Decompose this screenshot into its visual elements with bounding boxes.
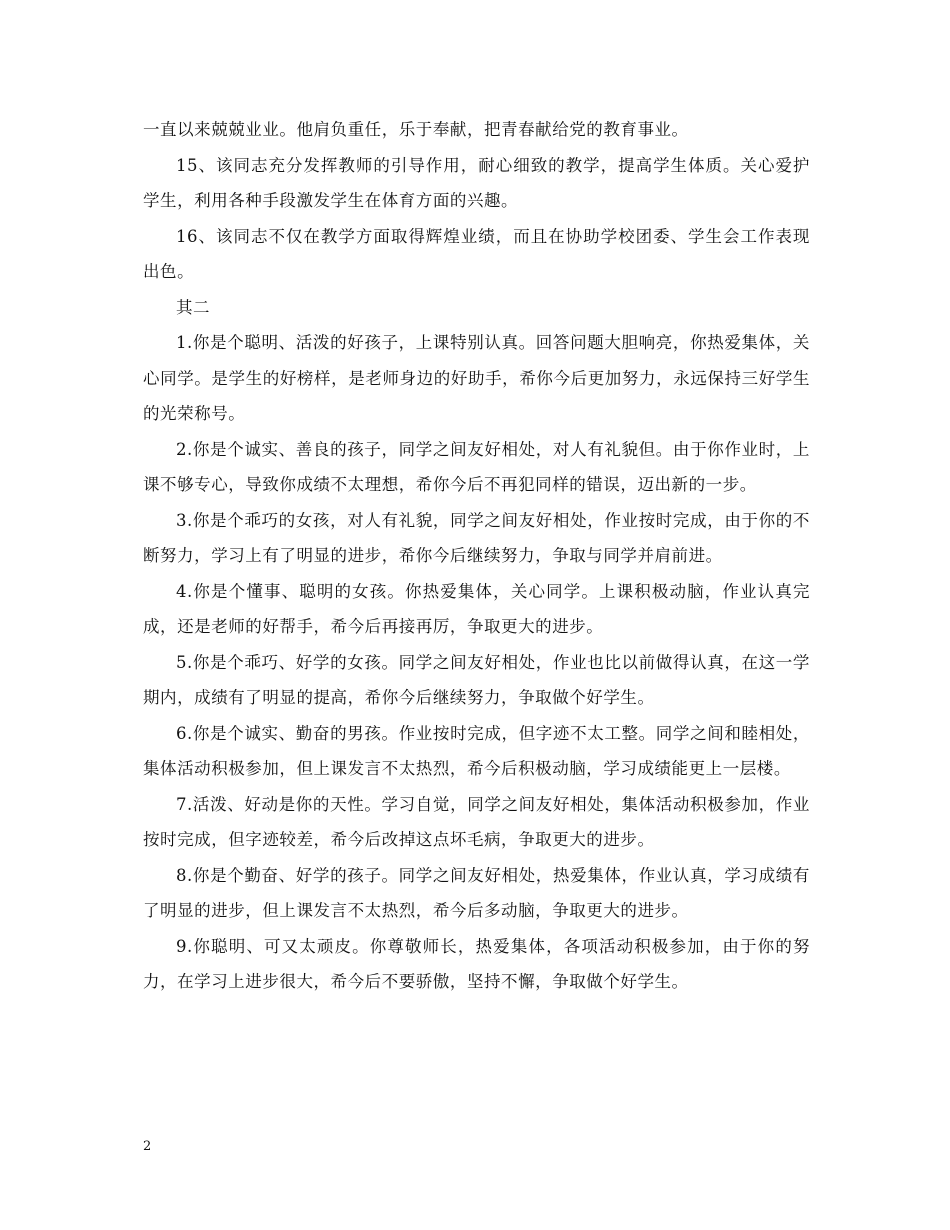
section-heading: 其二 (176, 297, 211, 317)
page-number: 2 (143, 1139, 152, 1154)
paragraph-comment-2: 2.你是个诚实、善良的孩子，同学之间友好相处，对人有礼貌但。由于你作业时，上课不够专心，导致你成绩不太理想，希你今后不再犯同样的错误，迈出新的一步。 (143, 439, 810, 494)
paragraph-comment-9: 9.你聪明、可又太顽皮。你尊敬师长，热爱集体，各项活动积极参加，由于你的努力，在学习上进步很大，希今后不要骄傲，坚持不懈，争取做个好学生。 (143, 936, 810, 991)
paragraph-comment-1: 1.你是个聪明、活泼的好孩子，上课特别认真。回答问题大胆响亮，你热爱集体，关心同学。是学生的好榜样，是老师身边的好助手，希你今后更加努力，永远保持三好学生的光荣称号。 (143, 333, 810, 423)
paragraph-comment-5: 5.你是个乖巧、好学的女孩。同学之间友好相处，作业也比以前做得认真，在这一学期内，成绩有了明显的提高，希你今后继续努力，争取做个好学生。 (143, 652, 810, 707)
paragraph-comment-7: 7.活泼、好动是你的天性。学习自觉，同学之间友好相处，集体活动积极参加，作业按时完成，但字迹较差，希今后改掉这点坏毛病，争取更大的进步。 (143, 794, 810, 849)
paragraph-comment-3: 3.你是个乖巧的女孩，对人有礼貌，同学之间友好相处，作业按时完成，由于你的不断努力，学习上有了明显的进步，希你今后继续努力，争取与同学并肩前进。 (143, 510, 810, 565)
paragraph-comment-4: 4.你是个懂事、聪明的女孩。你热爱集体，关心同学。上课积极动脑，作业认真完成，还是老师的好帮手，希今后再接再厉，争取更大的进步。 (143, 581, 810, 636)
paragraph-continuation: 一直以来兢兢业业。他肩负重任，乐于奉献，把青春献给党的教育事业。 (143, 120, 689, 139)
paragraph-item-16: 16、该同志不仅在教学方面取得辉煌业绩，而且在协助学校团委、学生会工作表现出色。 (143, 226, 810, 281)
document-body (143, 112, 810, 1000)
paragraph-comment-6: 6.你是个诚实、勤奋的男孩。作业按时完成，但字迹不太工整。同学之间和睦相处，集体活动积极参加，但上课发言不太热烈，希今后积极动脑，学习成绩能更上一层楼。 (143, 723, 810, 778)
paragraph-comment-8: 8.你是个勤奋、好学的孩子。同学之间友好相处，热爱集体，作业认真，学习成绩有了明显的进步，但上课发言不太热烈，希今后多动脑，争取更大的进步。 (143, 865, 810, 920)
paragraph-item-15: 15、该同志充分发挥教师的引导作用，耐心细致的教学，提高学生体质。关心爱护学生，利用各种手段激发学生在体育方面的兴趣。 (143, 155, 810, 210)
